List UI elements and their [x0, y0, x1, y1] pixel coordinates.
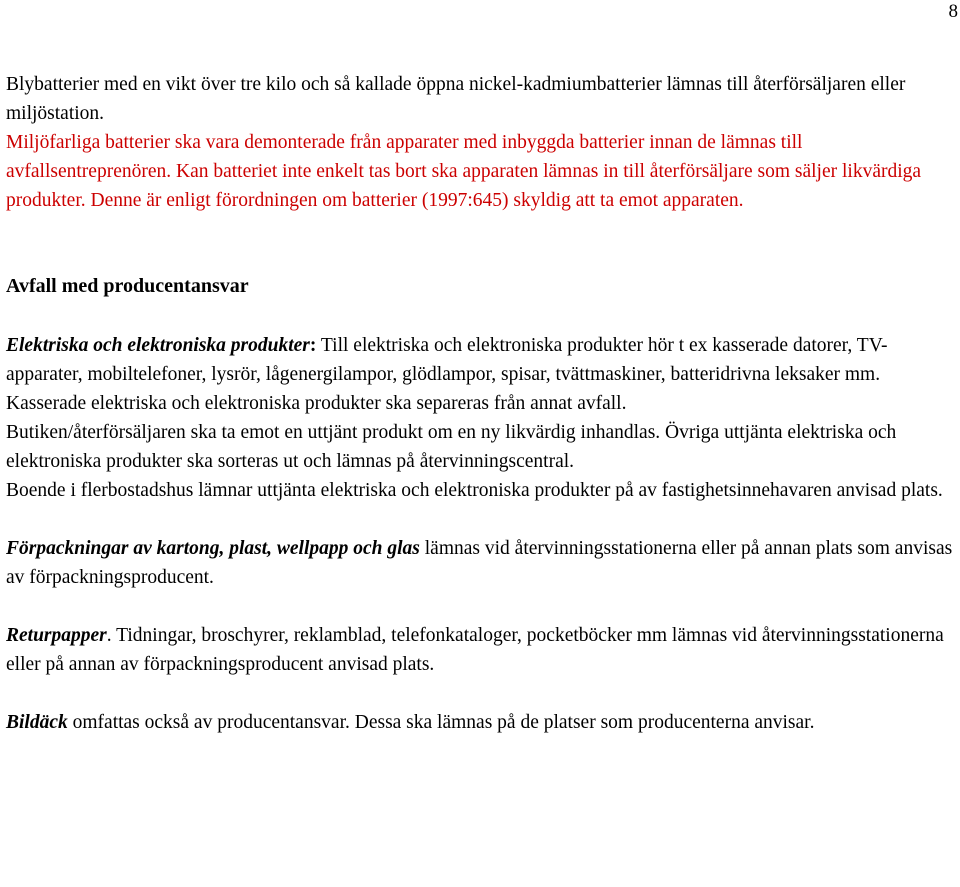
paper-text: . Tidningar, broschyrer, reklamblad, telefonkataloger, pocketböcker mm lämnas vid återvinningsstationerna eller på annan av förpackningsproducent anvisad plats. — [6, 625, 944, 675]
battery-paragraph-2: Miljöfarliga batterier ska vara demonterade från apparater med inbyggda batterier innan de lämnas till avfallsentreprenören. Kan batteriet inte enkelt tas bort ska apparaten lämnas in till återförsäljare som säljer likvärdiga produkter. Denne är enligt förordningen om batterier (1997:645) skyldig att ta emot apparaten. — [6, 132, 922, 211]
electronics-title: Elektriska och elektroniska produkter — [6, 335, 310, 356]
packaging-text: lämnas vid återvinningsstationerna eller på annan plats som anvisas av förpackningsproducent. — [6, 538, 953, 588]
section-heading: Avfall med producentansvar — [6, 275, 249, 297]
paper-paragraph — [6, 621, 954, 679]
packaging-title: Förpackningar av kartong, plast, wellpapp och glas — [6, 538, 420, 559]
tires-text: omfattas också av producentansvar. Dessa ska lämnas på de platser som producenterna anvisar. — [67, 712, 815, 733]
paper-title: Returpapper — [6, 625, 107, 646]
page-number: 8 — [948, 1, 958, 22]
battery-paragraph-1: Blybatterier med en vikt över tre kilo och så kallade öppna nickel-kadmiumbatterier lämnas till återförsäljaren eller miljöstation. — [6, 74, 906, 124]
tires-title: Bildäck — [6, 712, 68, 733]
document-body — [6, 70, 954, 737]
tires-paragraph — [6, 708, 954, 737]
electronics-paragraph-4: Boende i flerbostadshus lämnar uttjänta elektriska och elektroniska produkter på av fastighetsinnehavaren anvisad plats. — [6, 480, 943, 501]
electronics-paragraph-3: Butiken/återförsäljaren ska ta emot en uttjänt produkt om en ny likvärdig inhandlas. Övriga uttjänta elektriska och elektroniska produkter ska sorteras ut och lämnas på återvinningscentral. — [6, 422, 897, 472]
electronics-paragraph-2: Kasserade elektriska och elektroniska produkter ska separeras från annat avfall. — [6, 393, 627, 414]
electronics-colon: : — [309, 335, 317, 356]
electronics-paragraph-1 — [6, 331, 954, 389]
electronics-text: Till elektriska och elektroniska produkter hör t ex kasserade datorer, TV-apparater, mobiltelefoner, lysrör, lågenergilampor, glödlampor, spisar, tvättmaskiner, batteridrivna leksaker mm. — [6, 335, 888, 385]
packaging-paragraph — [6, 534, 954, 592]
